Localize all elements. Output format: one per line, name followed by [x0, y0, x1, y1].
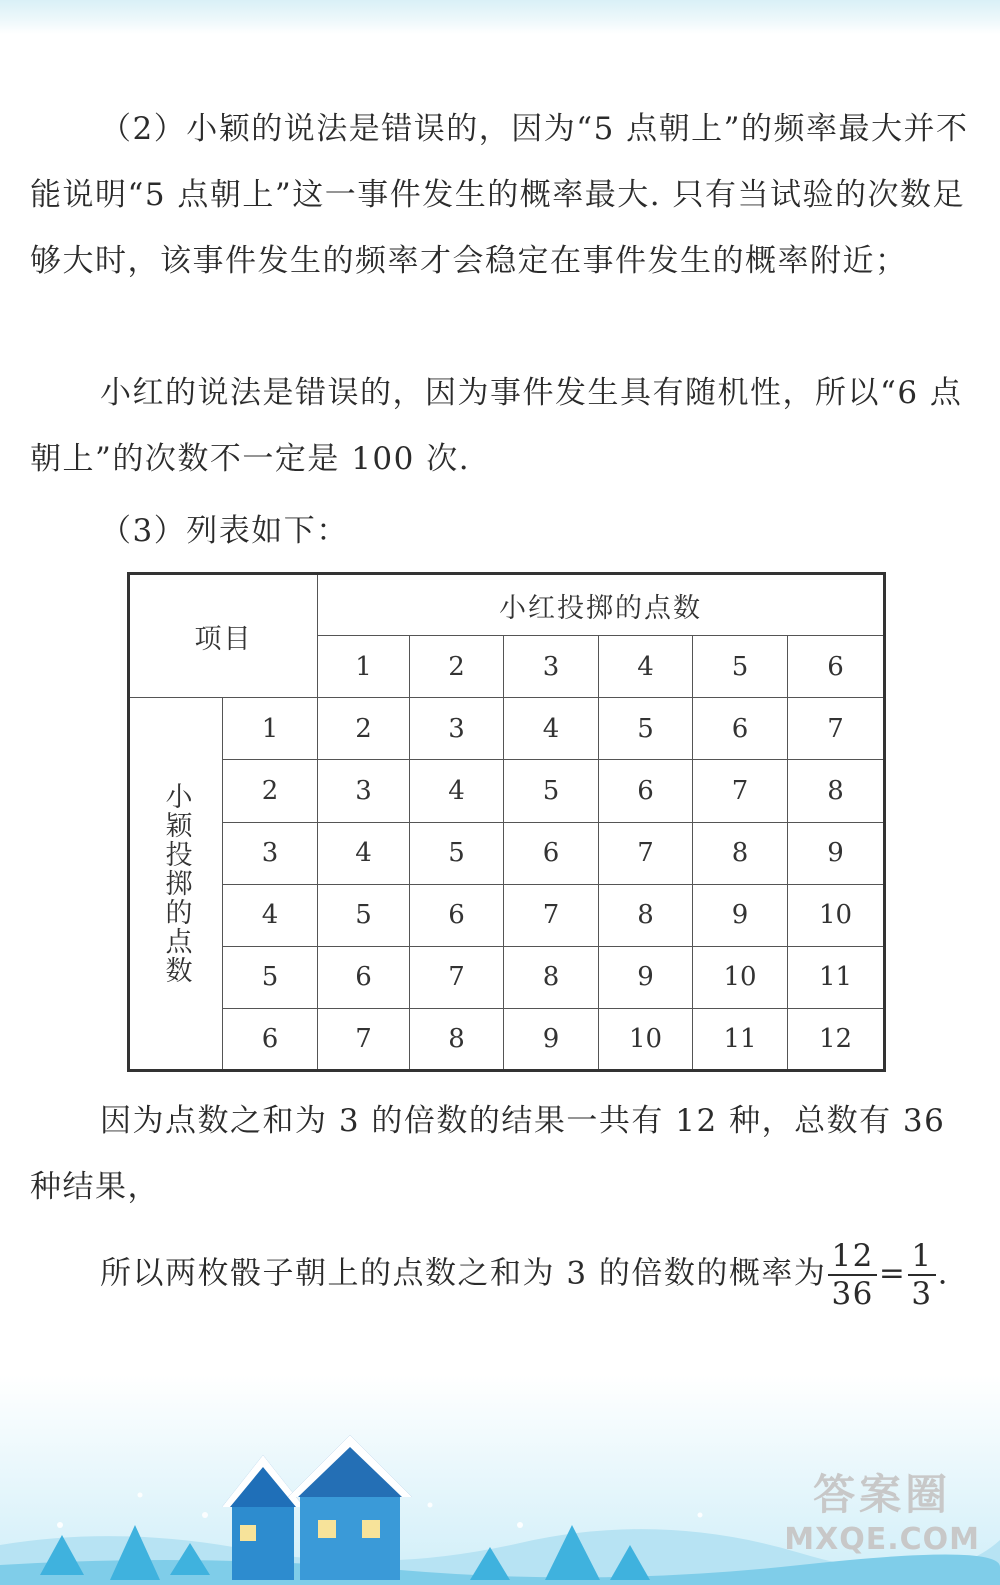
table-cell: 8 [410, 1008, 504, 1070]
column-header: 3 [504, 636, 599, 698]
final-answer-line [100, 1238, 949, 1312]
table-cell: 9 [504, 1008, 599, 1070]
table-cell: 11 [788, 946, 885, 1008]
table-corner-header: 项目 [129, 574, 318, 698]
row-header: 1 [223, 698, 318, 760]
table-cell: 3 [410, 698, 504, 760]
table-cell: 6 [504, 822, 599, 884]
row-group-label: 小颖投掷的点数 [160, 782, 192, 986]
table-cell: 10 [788, 884, 885, 946]
column-header: 4 [599, 636, 693, 698]
table-row [129, 1008, 885, 1070]
row-header: 6 [223, 1008, 318, 1070]
table-cell: 7 [693, 760, 788, 822]
table-cell: 5 [410, 822, 504, 884]
watermark [784, 1462, 980, 1557]
fraction-denominator: 36 [831, 1276, 874, 1312]
table-cell: 4 [318, 822, 410, 884]
table-cell: 11 [693, 1008, 788, 1070]
table-row [129, 698, 885, 760]
row-header: 3 [223, 822, 318, 884]
watermark-logo: 答案圈 [813, 1470, 952, 1519]
fraction-numerator: 12 [828, 1238, 876, 1276]
column-header: 6 [788, 636, 885, 698]
table-cell: 8 [788, 760, 885, 822]
row-header: 4 [223, 884, 318, 946]
table-row [129, 760, 885, 822]
table-cell: 4 [410, 760, 504, 822]
table-cell: 7 [599, 822, 693, 884]
table-cell: 6 [693, 698, 788, 760]
paragraph-xiaohong: 小红的说法是错误的，因为事件发生具有随机性，所以“6 点朝上”的次数不一定是 100 次. [30, 375, 963, 477]
final-period: . [937, 1255, 949, 1292]
paragraph-part-3: （3）列表如下： [100, 513, 349, 549]
equals-sign: = [878, 1255, 907, 1292]
outcome-table [127, 572, 886, 1072]
table-cell: 12 [788, 1008, 885, 1070]
row-header: 5 [223, 946, 318, 1008]
table-cell: 8 [693, 822, 788, 884]
fraction-numerator: 1 [908, 1238, 935, 1276]
fraction-1-3 [908, 1238, 935, 1312]
paragraph-part-2: （2）小颖的说法是错误的，因为“5 点朝上”的频率最大并不能说明“5 点朝上”这一事件发生的概率最大. 只有当试验的次数足够大时，该事件发生的频率才会稳定在事件发生的概率附近； [30, 111, 969, 279]
fraction-12-36 [828, 1238, 876, 1312]
table-cell: 7 [504, 884, 599, 946]
table-cell: 7 [410, 946, 504, 1008]
conclusion-text: 因为点数之和为 3 的倍数的结果一共有 12 种，总数有 36 种结果， [30, 1103, 946, 1205]
watermark-url: MXQE.COM [784, 1522, 980, 1557]
table-cell: 9 [693, 884, 788, 946]
column-header: 1 [318, 636, 410, 698]
row-group-header [129, 698, 223, 1071]
row-header: 2 [223, 760, 318, 822]
table-cell: 6 [410, 884, 504, 946]
table-cell: 2 [318, 698, 410, 760]
column-header: 5 [693, 636, 788, 698]
table-row [129, 946, 885, 1008]
table-cell: 4 [504, 698, 599, 760]
table-cell: 5 [318, 884, 410, 946]
table-cell: 8 [599, 884, 693, 946]
table-row [129, 884, 885, 946]
table-cell: 3 [318, 760, 410, 822]
fraction-denominator: 3 [911, 1276, 933, 1312]
table-cell: 7 [788, 698, 885, 760]
table-cell: 6 [318, 946, 410, 1008]
table-row [129, 822, 885, 884]
column-header: 2 [410, 636, 504, 698]
table-cell: 10 [693, 946, 788, 1008]
table-cell: 9 [788, 822, 885, 884]
top-decorative-band [0, 0, 1000, 34]
table-cell: 5 [599, 698, 693, 760]
table-cell: 5 [504, 760, 599, 822]
table-cell: 7 [318, 1008, 410, 1070]
table-cell: 6 [599, 760, 693, 822]
final-answer-prefix: 所以两枚骰子朝上的点数之和为 3 的倍数的概率为 [100, 1255, 827, 1292]
column-group-header: 小红投掷的点数 [318, 574, 885, 636]
table-cell: 8 [504, 946, 599, 1008]
table-cell: 10 [599, 1008, 693, 1070]
table-cell: 9 [599, 946, 693, 1008]
